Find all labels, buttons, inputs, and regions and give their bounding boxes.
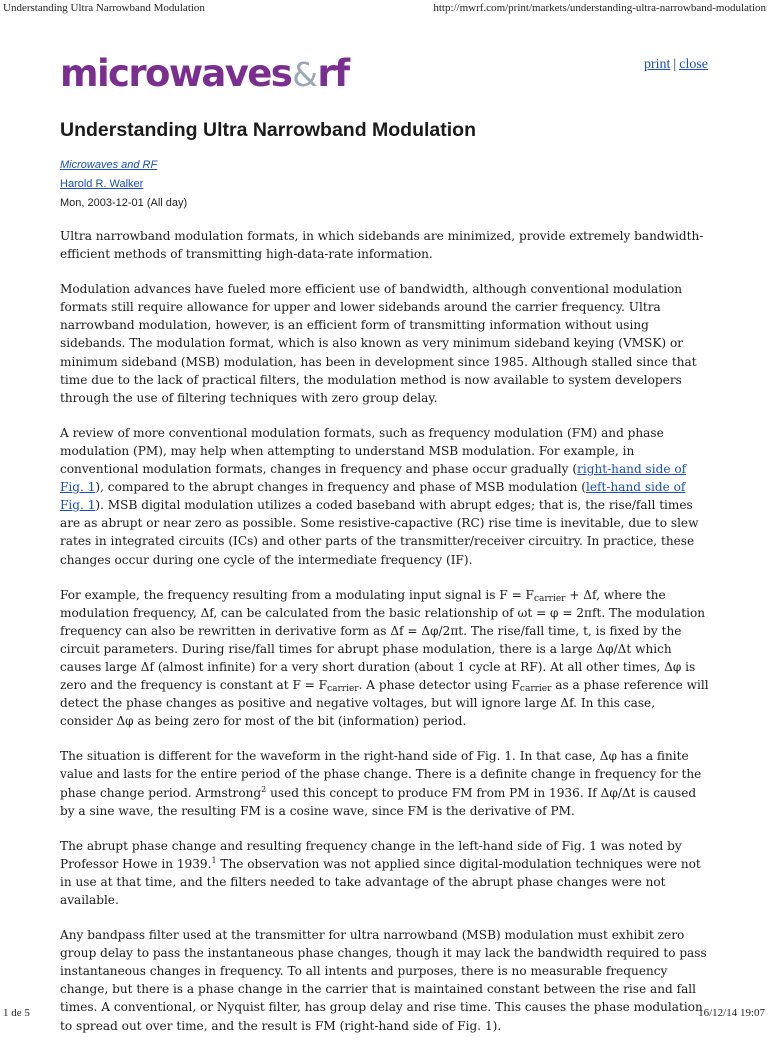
article-actions bbox=[644, 57, 708, 73]
paragraph-1: Ultra narrowband modulation formats, in which sidebands are minimized, provide extremely bandwidth-efficient methods of transmitting high-data-rate information. bbox=[60, 229, 704, 262]
paragraph-4-text-4: as a phase reference will detect the phase changes as positive and negative voltages, but will ignore large Δf. In this case, consider Δφ as being zero for most of the bit (information) period. bbox=[60, 678, 709, 729]
paragraph-4-text-1: For example, the frequency resulting from a modulating input signal is F = F bbox=[60, 587, 534, 602]
article-body bbox=[60, 227, 710, 1035]
publication-link[interactable]: Microwaves and RF bbox=[60, 159, 158, 171]
print-link[interactable]: print bbox=[643, 57, 671, 72]
fig1-right-link[interactable]: right-hand side of Fig. 1 bbox=[60, 462, 687, 495]
print-header-url: http://mwrf.com/print/markets/understanding-ultra-narrowband-modulation bbox=[433, 2, 766, 14]
paragraph-2: Modulation advances have fueled more efficient use of bandwidth, although conventional modulation formats still require allowance for upper and lower sidebands around the carrier frequency. Ultra narrowband modulation, however, is an efficient form of transmitting information without using sidebands. The modulation format, which is also known as very minimum sideband keying (VMSK) or minimum sideband (MSB) modulation, has been in development since 1985. Although stalled since that time due to the lack of practical filters, the modulation method is now available to system developers through the use of filtering techniques with zero group delay. bbox=[60, 282, 697, 405]
footnote-ref-1: 1 bbox=[211, 855, 217, 865]
article-container bbox=[60, 50, 710, 1052]
site-logo bbox=[60, 50, 349, 99]
author-link[interactable]: Harold R. Walker bbox=[60, 178, 144, 190]
close-link[interactable]: close bbox=[679, 57, 708, 72]
logo-text-rf: rf bbox=[317, 52, 349, 95]
paragraph-3-text-1: A review of more conventional modulation formats, such as frequency modulation (FM) and phase modulation (PM), may help when attempting to understand MSB modulation. For example, in conventional modulation formats, changes in frequency and phase occur gradually ( bbox=[60, 425, 664, 477]
article-meta bbox=[60, 156, 710, 213]
paragraph-5 bbox=[60, 747, 710, 819]
paragraph-5-text-2: used this concept to produce FM from PM in 1936. If Δφ/Δt is caused by a sine wave, the resulting FM is a cosine wave, since FM is the derivative of PM. bbox=[60, 785, 697, 818]
fig1-left-link[interactable]: left-hand side of Fig. 1 bbox=[60, 480, 686, 513]
publish-date: Mon, 2003-12-01 (All day) bbox=[60, 197, 188, 209]
print-footer bbox=[0, 1006, 768, 1024]
paragraph-6 bbox=[60, 837, 710, 909]
print-header bbox=[0, 0, 768, 16]
paragraph-6-text-1: The abrupt phase change and resulting frequency change in the left-hand side of Fig. 1 was noted by Professor Howe in 1939. bbox=[60, 838, 682, 871]
print-datetime: 16/12/14 19:07 bbox=[698, 1007, 765, 1019]
masthead bbox=[60, 50, 710, 106]
paragraph-4 bbox=[60, 586, 710, 731]
footnote-ref-2: 2 bbox=[261, 784, 267, 794]
subscript-carrier: carrier bbox=[327, 684, 359, 695]
paragraph-7: Any bandpass filter used at the transmitter for ultra narrowband (MSB) modulation must exhibit zero group delay to pass the instantaneous phase changes, though it may lack the bandwidth required to pass instantaneous changes in frequency. To all intents and purposes, there is no measurable frequency change, but there is a phase change in the carrier that is maintained constant between the rise and fall times. A conventional, or Nyquist filter, has group delay and rise time. This causes the phase modulation to spread out over time, and the result is FM (right-hand side of Fig. 1). bbox=[60, 928, 707, 1033]
logo-ampersand: & bbox=[292, 55, 317, 94]
article-title: Understanding Ultra Narrowband Modulation bbox=[60, 119, 477, 141]
print-header-title: Understanding Ultra Narrowband Modulation bbox=[3, 2, 205, 14]
logo-text-microwaves: microwaves bbox=[60, 52, 292, 95]
paragraph-4-text-2: + Δf, where the modulation frequency, Δf, can be calculated from the basic relationship of ωt = φ = 2πft. The modulation frequency can also be rewritten in derivative form as Δf = Δφ/2πt. The rise/fall time, t, is fixed by the circuit parameters. During rise/fall times for abrupt phase modulation, there is a large Δφ/Δt which causes large Δf (almost infinite) for a very short duration (about 1 cycle at RF). At all other times, Δφ is zero and the frequency is constant at F = F bbox=[60, 587, 706, 693]
subscript-carrier: carrier bbox=[519, 684, 552, 695]
page-number: 1 de 5 bbox=[3, 1007, 30, 1019]
actions-separator: | bbox=[673, 57, 677, 72]
paragraph-6-text-2: The observation was not applied since digital-modulation techniques were not in use at that time, and the filters needed to take advantage of the abrupt phase changes were not available. bbox=[60, 856, 701, 907]
paragraph-5-text-1: The situation is different for the waveform in the right-hand side of Fig. 1. In that case, Δφ has a finite value and lasts for the entire period of the phase change. There is a definite change in frequency for the phase change period. Armstrong bbox=[60, 749, 702, 800]
paragraph-3-text-2: ), compared to the abrupt changes in frequency and phase of MSB modulation ( bbox=[95, 480, 587, 495]
subscript-carrier: carrier bbox=[533, 593, 566, 604]
paragraph-3 bbox=[60, 424, 710, 569]
paragraph-4-text-3: . A phase detector using F bbox=[358, 678, 520, 693]
paragraph-3-text-3: ). MSB digital modulation utilizes a coded baseband with abrupt edges; that is, the rise/fall times are as abrupt or near zero as possible. Some resistive-capactive (RC) rise time is inevitable, due to slew rates in integrated circuits (ICs) and other parts of the transmitter/receiver circuitry. In practice, these changes occur during one cycle of the intermediate frequency (IF). bbox=[60, 498, 699, 567]
